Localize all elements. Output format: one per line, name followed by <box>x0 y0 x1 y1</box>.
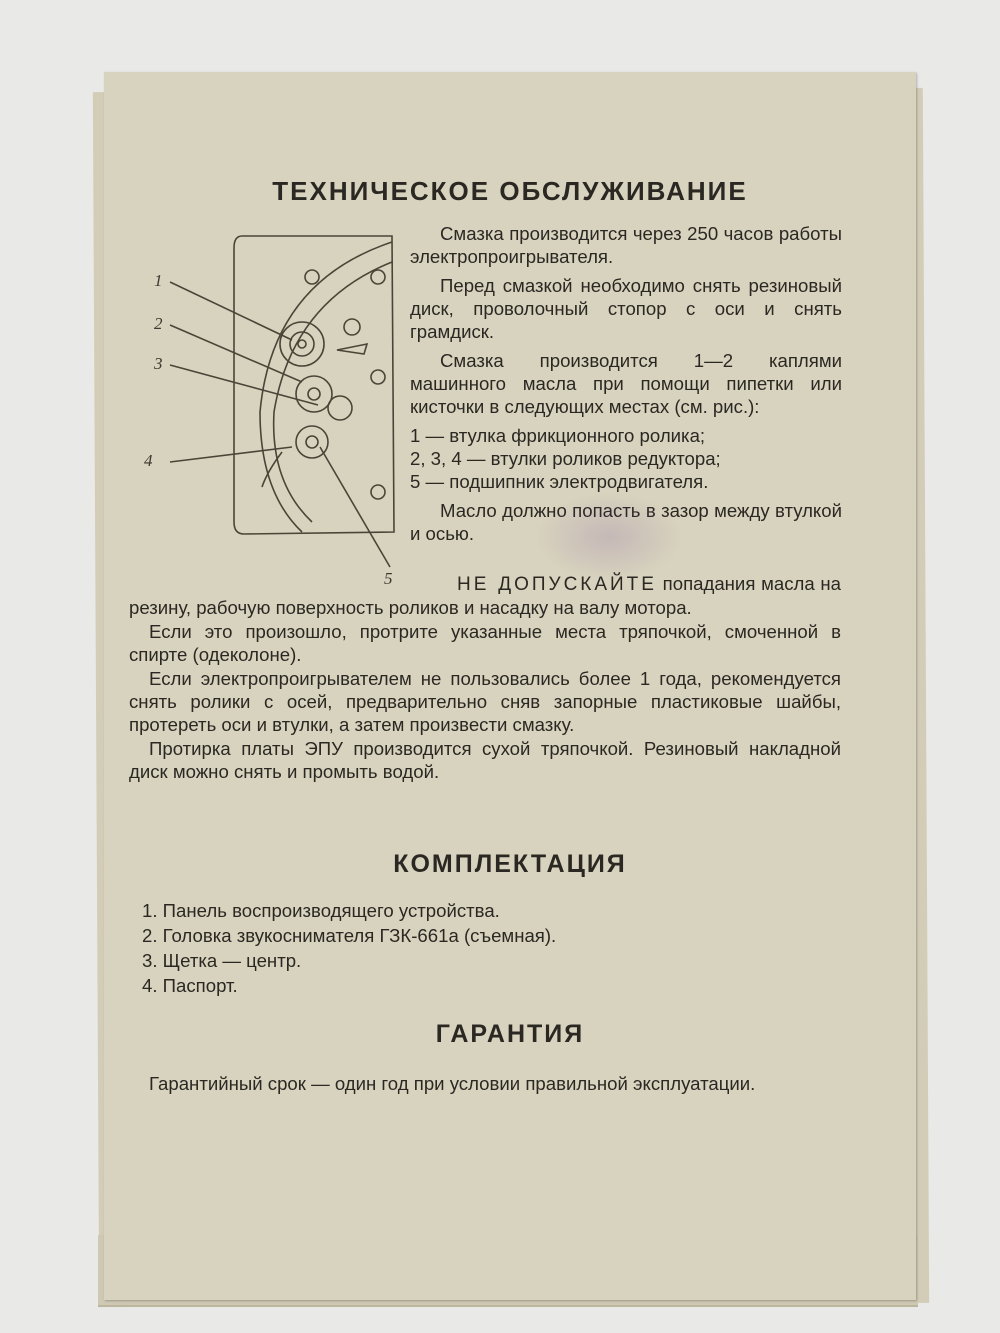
diagram-label-1: 1 <box>154 271 163 290</box>
garantiya-block <box>129 1072 841 1096</box>
heading-komplektatsiya: КОМПЛЕКТАЦИЯ <box>393 850 627 878</box>
diagram-label-5: 5 <box>384 569 393 588</box>
warning-paragraph <box>129 572 841 619</box>
maintenance-p7: Протирка платы ЭПУ производится сухой тряпочкой. Резиновый накладной диск можно снять и промыть водой. <box>129 738 841 782</box>
roller-1 <box>280 322 324 366</box>
komplektatsiya-list <box>142 898 792 998</box>
diagram-disk-arc <box>274 262 392 522</box>
list-item: 3. Щетка — центр. <box>142 950 302 971</box>
maintenance-p3: Смазка производится 1—2 каплями машинного масла при помощи пипетки или кисточки в следующих местах (см. рис.): <box>410 350 842 417</box>
warning-block <box>129 572 841 784</box>
leader-4 <box>170 447 292 462</box>
warning-emphasis: НЕ ДОПУСКАЙТЕ <box>457 574 657 595</box>
maintenance-p4: Масло должно попасть в зазор между втулкой и осью. <box>410 500 842 544</box>
list-item: 2. Головка звукоснимателя ГЗК-661а (съемная). <box>142 925 557 946</box>
lubrication-point-1: 1 — втулка фрикционного ролика; <box>410 425 706 446</box>
leader-3 <box>170 365 318 405</box>
heading-garantiya: ГАРАНТИЯ <box>435 1020 585 1048</box>
list-item: 1. Панель воспроизводящего устройства. <box>142 900 500 921</box>
leader-1 <box>170 282 292 340</box>
diagram-label-3: 3 <box>154 354 163 373</box>
maintenance-p2: Перед смазкой необходимо снять резиновый диск, проволочный стопор с оси и снять грамдиск. <box>410 275 842 342</box>
lubrication-point-3: 5 — подшипник электродвигателя. <box>410 471 709 492</box>
warning-rest: попадания масла на резину, рабочую поверхность роликов и насадку на валу мотора. <box>129 573 841 618</box>
roller-3 <box>328 396 352 420</box>
lubrication-diagram <box>142 222 412 592</box>
heading-maintenance: ТЕХНИЧЕСКОЕ ОБСЛУЖИВАНИЕ <box>272 176 748 206</box>
ink-stamp <box>534 492 684 582</box>
leader-5 <box>320 447 390 567</box>
maintenance-p6: Если электропроигрывателем не пользовались более 1 года, рекомендуется снять ролики с осей, предварительно сняв запорные пластиковые шайбы, протереть оси и втулки, а затем произвести смазку. <box>129 668 841 735</box>
diagram-frame <box>234 236 394 534</box>
diagram-label-2: 2 <box>154 314 163 333</box>
list-item: 4. Паспорт. <box>142 975 238 996</box>
garantiya-text: Гарантийный срок — один год при условии правильной эксплуатации. <box>149 1073 756 1094</box>
maintenance-p1: Смазка производится через 250 часов работы электропроигрывателя. <box>410 223 842 267</box>
bearing-5 <box>344 319 360 335</box>
diagram-label-4: 4 <box>144 451 153 470</box>
maintenance-p5: Если это произошло, протрите указанные места тряпочкой, смоченной в спирте (одеколоне). <box>129 621 841 665</box>
document-page <box>104 72 916 1300</box>
lubrication-point-2: 2, 3, 4 — втулки роликов редуктора; <box>410 448 721 469</box>
